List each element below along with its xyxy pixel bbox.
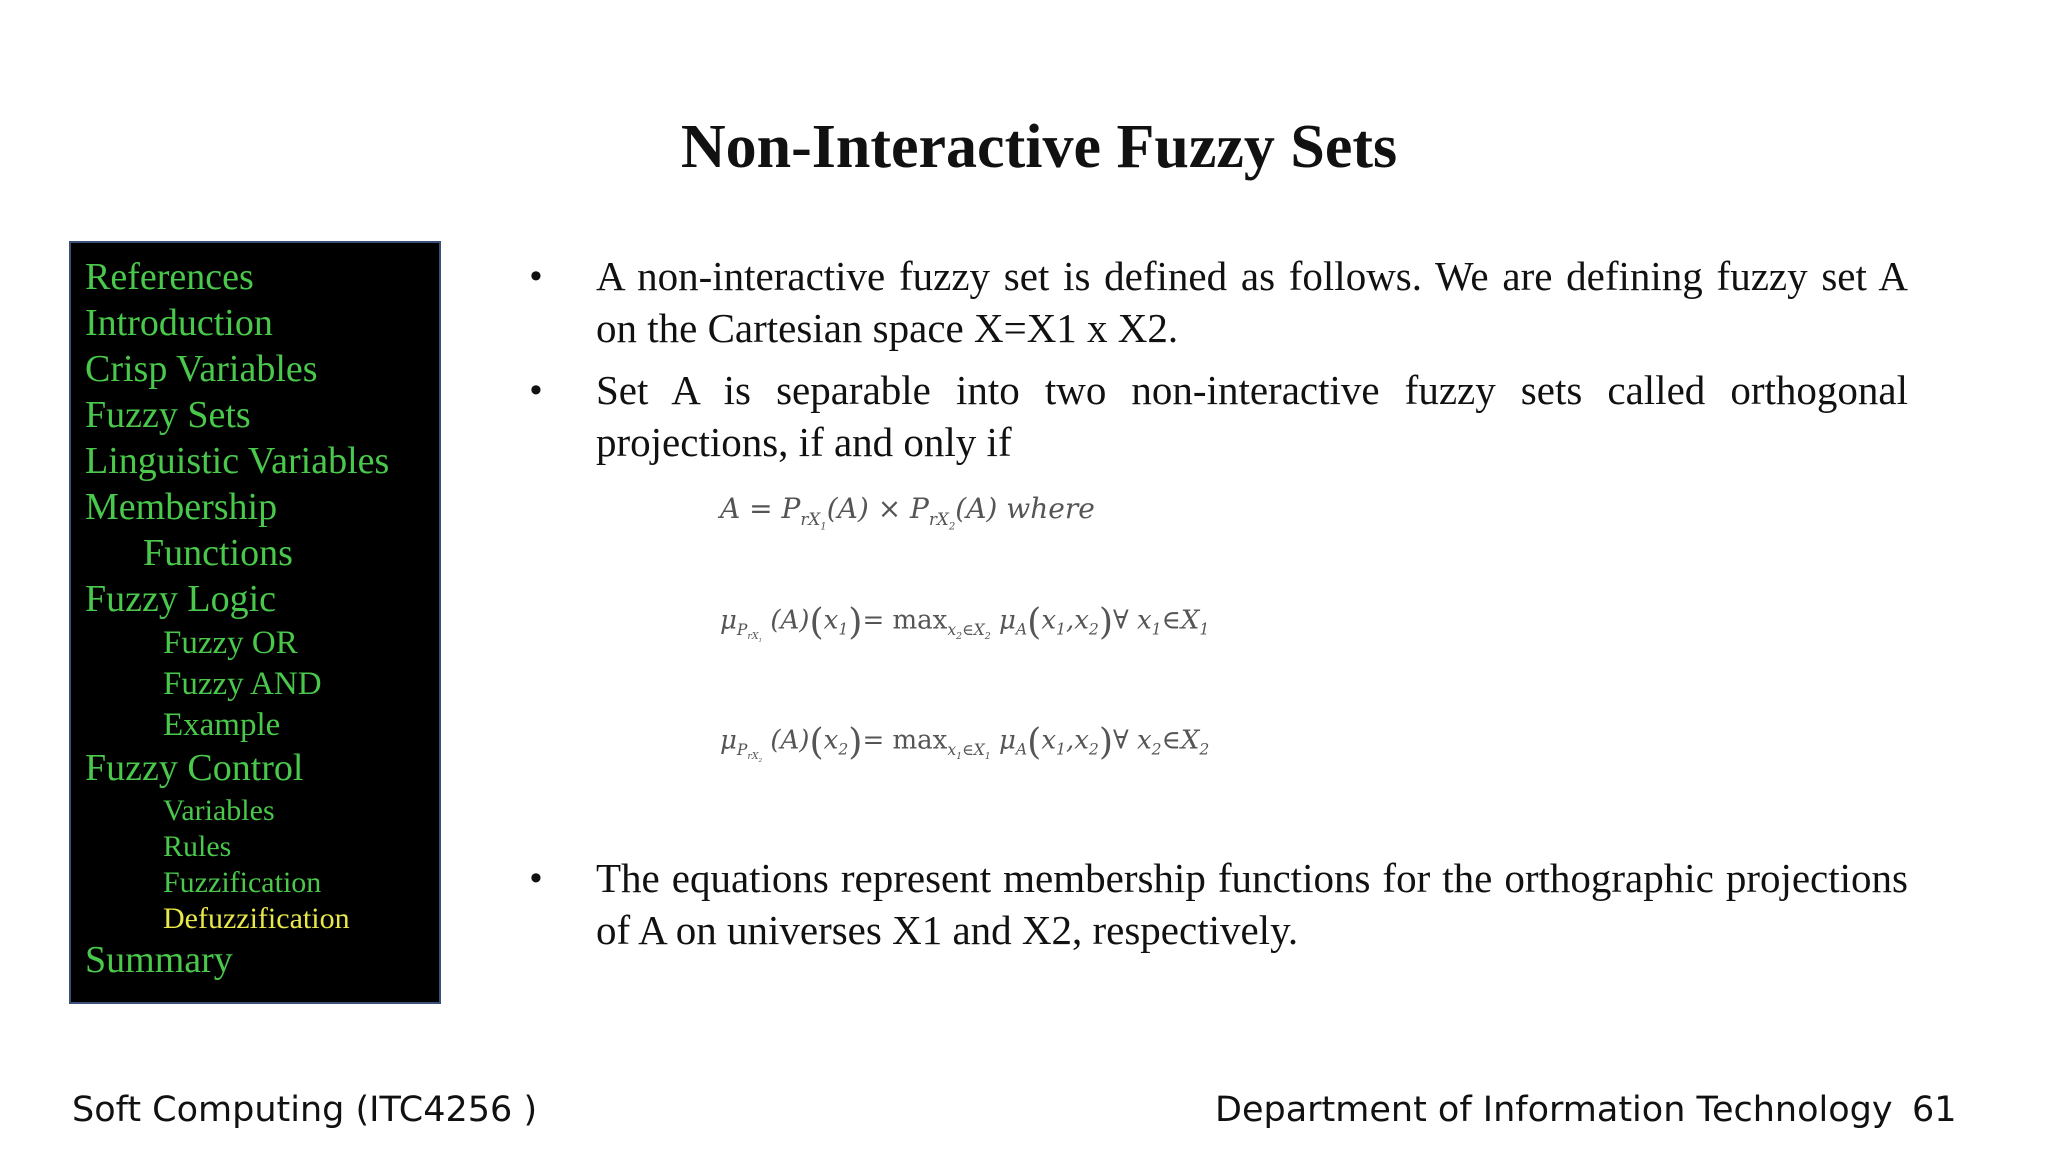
- nav-item-summary[interactable]: Summary: [85, 939, 233, 981]
- formula-separability: $A = P_{rX_1}(A) \times P_{rX_2}(A)$ where: [720, 492, 1095, 532]
- nav-item-fuzzy-control[interactable]: Fuzzy Control: [85, 747, 304, 789]
- nav-item-fuzzy-and[interactable]: Fuzzy AND: [163, 666, 322, 702]
- bullet-text: The equations represent membership functions for the orthographic projections of A on universes X1 and X2, respectively.: [596, 855, 1908, 953]
- slide-title: Non-Interactive Fuzzy Sets: [680, 113, 1398, 181]
- nav-item-crisp-variables[interactable]: Crisp Variables: [85, 348, 318, 390]
- nav-item-fuzzy-or[interactable]: Fuzzy OR: [163, 625, 298, 661]
- bullet-marker: •: [530, 371, 542, 409]
- nav-item-linguistic-variables[interactable]: Linguistic Variables: [85, 440, 390, 482]
- formula-projection-x2: $\mu_{P_{rX_2}}$ $(A)(x_2)= \max_{x_1\in X_1}$ $\mu_A(x_1,x_2)\forall$ $x_2\in X_2$: [720, 720, 1210, 764]
- bullet-marker: •: [530, 859, 542, 897]
- outline-panel: [69, 241, 441, 1004]
- nav-item-fuzzy-sets[interactable]: Fuzzy Sets: [85, 394, 251, 436]
- bullet-text: A non-interactive fuzzy set is defined as follows. We are defining fuzzy set A on the Cartesian space X=X1 x X2.: [596, 253, 1908, 351]
- nav-item-membership[interactable]: Membership: [85, 486, 278, 528]
- nav-item-references[interactable]: References: [85, 256, 254, 298]
- bullet-text: Set A is separable into two non-interactive fuzzy sets called orthogonal projections, if and only if: [596, 367, 1908, 465]
- nav-item-example[interactable]: Example: [163, 707, 281, 743]
- nav-item-fuzzification[interactable]: Fuzzification: [163, 866, 322, 899]
- footer-department: Department of Information Technology: [1215, 1090, 1893, 1130]
- footer-course: Soft Computing (ITC4256 ): [72, 1090, 538, 1130]
- nav-item-defuzzification[interactable]: Defuzzification: [163, 902, 350, 935]
- page-number: 61: [1912, 1090, 1957, 1130]
- nav-item-variables[interactable]: Variables: [163, 794, 275, 827]
- formula-projection-x1: $\mu_{P_{rX_1}}$ $(A)(x_1)= \max_{x_2\in X_2}$ $\mu_A(x_1,x_2)\forall$ $x_1\in X_1$: [720, 600, 1210, 644]
- nav-item-rules[interactable]: Rules: [163, 830, 232, 863]
- nav-item-fuzzy-logic[interactable]: Fuzzy Logic: [85, 578, 277, 620]
- bullet-marker: •: [530, 257, 542, 295]
- nav-item-introduction[interactable]: Introduction: [85, 302, 273, 344]
- nav-item-functions[interactable]: Functions: [143, 532, 293, 574]
